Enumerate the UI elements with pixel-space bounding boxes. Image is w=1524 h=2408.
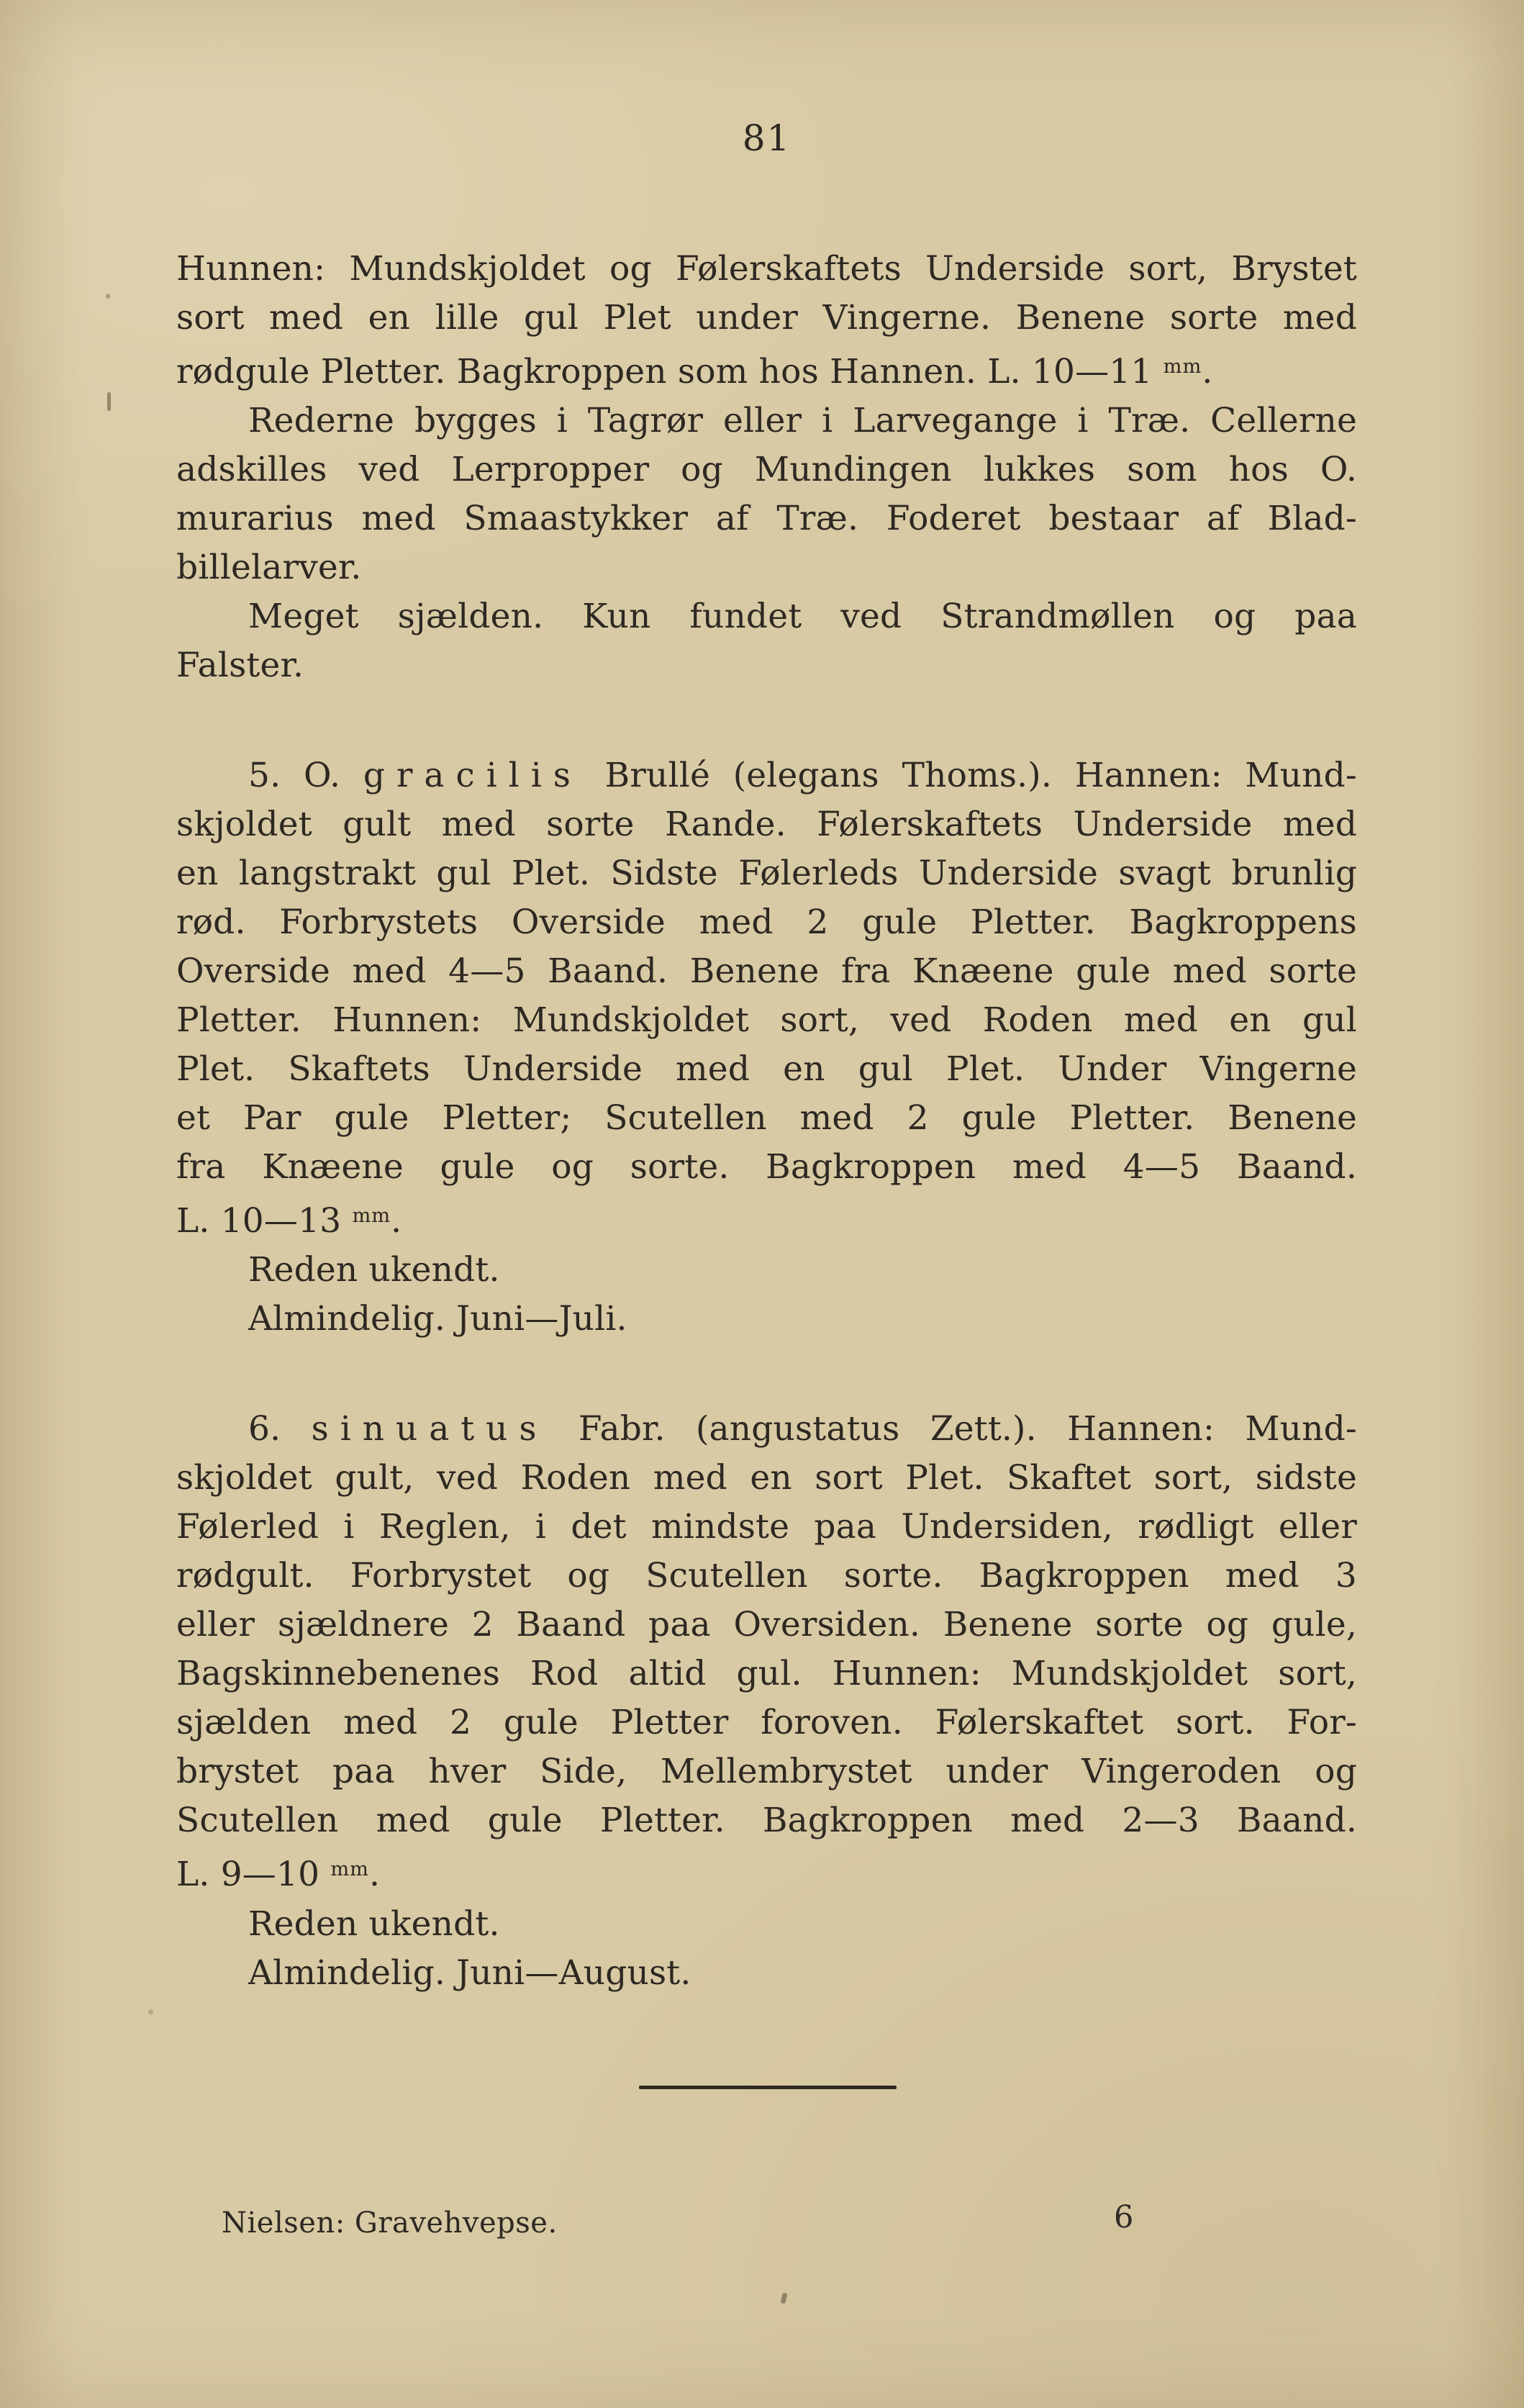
text-segment: Reden ukendt. — [248, 1904, 500, 1944]
text-segment: Scutellen med gule Pletter. Bagkroppen med 2—3 Baand. — [176, 1801, 1357, 1841]
text-line — [176, 996, 1357, 1045]
text-segment: Overside med 4—5 Baand. Benene fra Knæene gule med sorte — [176, 951, 1357, 992]
text-line — [176, 245, 1357, 294]
text-line — [176, 397, 1357, 445]
section-divider-rule — [639, 2086, 897, 2089]
text-line — [176, 1405, 1357, 1454]
text-segment: Brullé (elegans Thoms.). Hannen: Mund- — [581, 756, 1358, 796]
unit-superscript: mm — [1163, 356, 1202, 378]
species-name: sinuatus — [311, 1409, 548, 1449]
text-segment: et Par gule Pletter; Scutellen med 2 gule Pletter. Benene — [176, 1098, 1357, 1139]
text-segment: fra Knæene gule og sorte. Bagkroppen med 4—5 Baand. — [176, 1147, 1357, 1187]
text-line — [176, 1454, 1357, 1503]
paragraph — [176, 1900, 1357, 1949]
paragraph — [176, 592, 1357, 690]
paragraph — [176, 1405, 1357, 1899]
paragraph — [176, 1949, 1357, 1998]
text-segment: billelarver. — [176, 548, 362, 588]
text-line — [176, 1045, 1357, 1094]
text-segment: . — [369, 1855, 381, 1895]
text-line — [176, 1949, 1357, 1998]
scan-speck — [106, 294, 110, 299]
text-line — [176, 343, 1357, 397]
text-line — [176, 1094, 1357, 1143]
text-line — [176, 849, 1357, 898]
text-line — [176, 898, 1357, 947]
text-segment: Almindelig. Juni—Juli. — [248, 1299, 627, 1339]
text-line — [176, 751, 1357, 800]
text-line — [176, 1143, 1357, 1192]
text-segment: skjoldet gult, ved Roden med en sort Plet. Skaftet sort, sidste — [176, 1458, 1357, 1498]
text-segment: Hunnen: Mundskjoldet og Følerskaftets Underside sort, Brystet — [176, 249, 1357, 289]
scan-speck — [780, 2292, 787, 2304]
text-block — [176, 245, 1357, 1998]
text-segment: Almindelig. Juni—August. — [248, 1952, 691, 1993]
text-segment: Falster. — [176, 646, 304, 686]
paragraph — [176, 1246, 1357, 1295]
text-segment: . — [391, 1201, 402, 1241]
species-name: gracilis — [363, 756, 582, 796]
text-segment: eller sjældnere 2 Baand paa Oversiden. Benene sorte og gule, — [176, 1605, 1357, 1645]
text-line — [176, 1649, 1357, 1698]
text-segment: rødgule Pletter. Bagkroppen som hos Hannen. L. 10—11 — [176, 352, 1164, 392]
text-line — [176, 294, 1357, 343]
text-segment: sort med en lille gul Plet under Vingerne. Benene sorte med — [176, 298, 1357, 338]
text-line — [176, 1601, 1357, 1649]
text-segment: Meget sjælden. Kun fundet ved Strandmøllen og paa — [248, 597, 1357, 637]
text-line — [176, 543, 1357, 592]
text-segment: Reden ukendt. — [248, 1250, 500, 1290]
text-segment: murarius med Smaastykker af Træ. Foderet bestaar af Blad- — [176, 499, 1357, 539]
text-line — [176, 1552, 1357, 1601]
text-line — [176, 641, 1357, 690]
text-segment: Fabr. (angustatus Zett.). Hannen: Mund- — [548, 1409, 1357, 1449]
text-segment: skjoldet gult med sorte Rande. Følerskaftets Underside med — [176, 805, 1357, 845]
text-line — [176, 1698, 1357, 1747]
text-line — [176, 1246, 1357, 1295]
paragraph — [176, 245, 1357, 397]
text-segment: L. 10—13 — [176, 1201, 353, 1241]
text-line — [176, 800, 1357, 849]
paragraph — [176, 1295, 1357, 1344]
text-segment: Pletter. Hunnen: Mundskjoldet sort, ved Roden med en gul — [176, 1000, 1357, 1041]
text-segment: Følerled i Reglen, i det mindste paa Undersiden, rødligt eller — [176, 1507, 1357, 1547]
text-segment: Rederne bygges i Tagrør eller i Larvegange i Træ. Cellerne — [248, 401, 1357, 441]
text-line — [176, 1900, 1357, 1949]
paragraph — [176, 751, 1357, 1246]
text-line — [176, 1503, 1357, 1552]
text-segment: adskilles ved Lerpropper og Mundingen lukkes som hos O. — [176, 450, 1357, 490]
text-line — [176, 445, 1357, 494]
text-segment: brystet paa hver Side, Mellembrystet under Vingeroden og — [176, 1752, 1357, 1792]
unit-superscript: mm — [330, 1858, 370, 1881]
text-segment: rødgult. Forbrystet og Scutellen sorte. Bagkroppen med 3 — [176, 1556, 1357, 1596]
text-line — [176, 1747, 1357, 1796]
text-segment: L. 9—10 — [176, 1855, 331, 1895]
text-segment: 6. — [248, 1409, 312, 1449]
scan-speck — [107, 392, 111, 411]
text-segment: Bagskinnebenenes Rod altid gul. Hunnen: Mundskjoldet sort, — [176, 1654, 1357, 1694]
text-line — [176, 494, 1357, 543]
text-line — [176, 1796, 1357, 1845]
text-segment: rød. Forbrystets Overside med 2 gule Pletter. Bagkroppens — [176, 902, 1357, 943]
footer-book-title: Nielsen: Gravehvepse. — [222, 2206, 558, 2240]
unit-superscript: mm — [352, 1205, 391, 1228]
text-line — [176, 947, 1357, 996]
footer-signature-number: 6 — [1114, 2199, 1134, 2235]
text-line — [176, 1845, 1357, 1899]
text-segment: . — [1202, 352, 1213, 392]
text-segment: 5. O. — [248, 756, 363, 796]
text-segment: Plet. Skaftets Underside med en gul Plet. Under Vingerne — [176, 1049, 1357, 1090]
text-line — [176, 1192, 1357, 1246]
text-line — [176, 1295, 1357, 1344]
page-number: 81 — [742, 117, 792, 159]
text-line — [176, 592, 1357, 641]
text-segment: sjælden med 2 gule Pletter foroven. Følerskaftet sort. For- — [176, 1703, 1357, 1743]
text-segment: en langstrakt gul Plet. Sidste Følerleds Underside svagt brunlig — [176, 854, 1357, 894]
scan-speck — [148, 2009, 153, 2014]
paragraph — [176, 397, 1357, 592]
